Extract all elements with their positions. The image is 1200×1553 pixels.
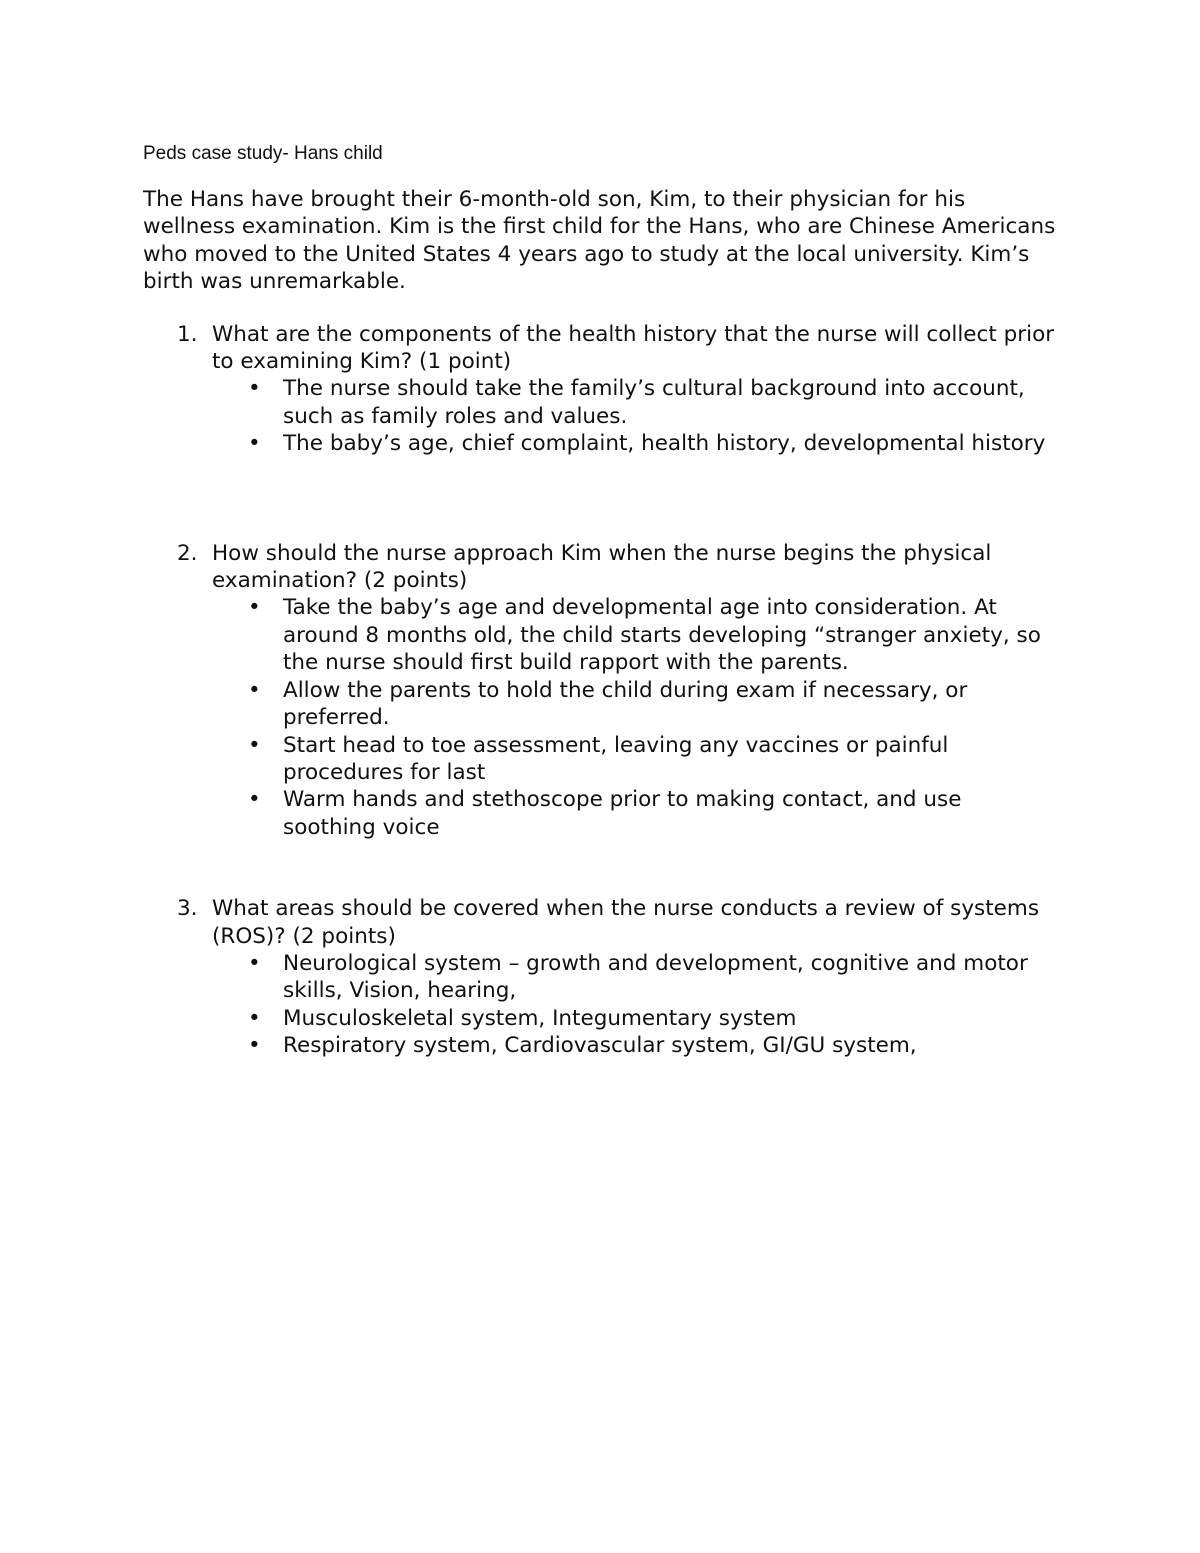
- answer-item: [212, 1005, 1058, 1032]
- answer-text: Start head to toe assessment, leaving any vaccines or painful procedures for last: [283, 732, 949, 785]
- answer-item: [212, 594, 1058, 676]
- answer-text: Neurological system – growth and development, cognitive and motor skills, Vision, hearing,: [283, 950, 1028, 1004]
- bullet-icon: •: [248, 1005, 261, 1031]
- question-number: 3.: [177, 896, 198, 922]
- answer-text: Respiratory system, Cardiovascular system, GI/GU system,: [283, 1033, 917, 1059]
- answer-list: [212, 594, 1058, 841]
- bullet-icon: •: [248, 950, 261, 976]
- question-text: What areas should be covered when the nurse conducts a review of systems (ROS)? (2 points): [212, 896, 1040, 949]
- answer-list: [212, 375, 1058, 457]
- answer-text: The nurse should take the family’s cultural background into account, such as family roles and values.: [283, 376, 1025, 429]
- bullet-icon: •: [248, 431, 261, 457]
- document-title: Peds case study- Hans child: [143, 143, 383, 164]
- answer-item: [212, 1032, 1058, 1059]
- question-text: What are the components of the health history that the nurse will collect prior to examining Kim? (1 point): [212, 321, 1055, 375]
- answer-item: [212, 677, 1058, 732]
- bullet-icon: •: [248, 787, 261, 813]
- bullet-icon: •: [248, 595, 261, 621]
- bullet-icon: •: [248, 376, 261, 402]
- answer-item: [212, 375, 1058, 430]
- bullet-icon: •: [248, 1033, 261, 1059]
- question-text: How should the nurse approach Kim when the nurse begins the physical examination? (2 points): [212, 540, 992, 594]
- answer-item: [212, 950, 1058, 1005]
- answer-text: The baby’s age, chief complaint, health history, developmental history: [283, 431, 1046, 457]
- answer-text: Allow the parents to hold the child during exam if necessary, or preferred.: [283, 677, 968, 731]
- bullet-icon: •: [248, 677, 261, 703]
- question-number: 1.: [177, 321, 198, 347]
- case-intro-paragraph: The Hans have brought their 6-month-old son, Kim, to their physician for his wellness examination. Kim is the first child for the Hans, who are Chinese Americans who moved to the United States 4 years ago to study at the local university. Kim’s birth was unremarkable.: [143, 187, 1056, 295]
- question-3: [143, 895, 1058, 1059]
- question-1: [143, 321, 1058, 458]
- answer-item: [212, 786, 1058, 841]
- answer-item: [212, 430, 1058, 457]
- question-list: [143, 321, 1058, 1060]
- answer-list: [212, 950, 1058, 1060]
- question-2: [143, 540, 1058, 841]
- answer-item: [212, 732, 1058, 787]
- bullet-icon: •: [248, 732, 261, 758]
- answer-text: Take the baby’s age and developmental age into consideration. At around 8 months old, the child starts developing “stranger anxiety, so the nurse should first build rapport with the parents.: [283, 595, 1041, 676]
- question-number: 2.: [177, 540, 198, 566]
- answer-text: Warm hands and stethoscope prior to making contact, and use soothing voice: [283, 787, 962, 840]
- document-page: [143, 140, 1058, 1060]
- answer-text: Musculoskeletal system, Integumentary system: [283, 1005, 797, 1031]
